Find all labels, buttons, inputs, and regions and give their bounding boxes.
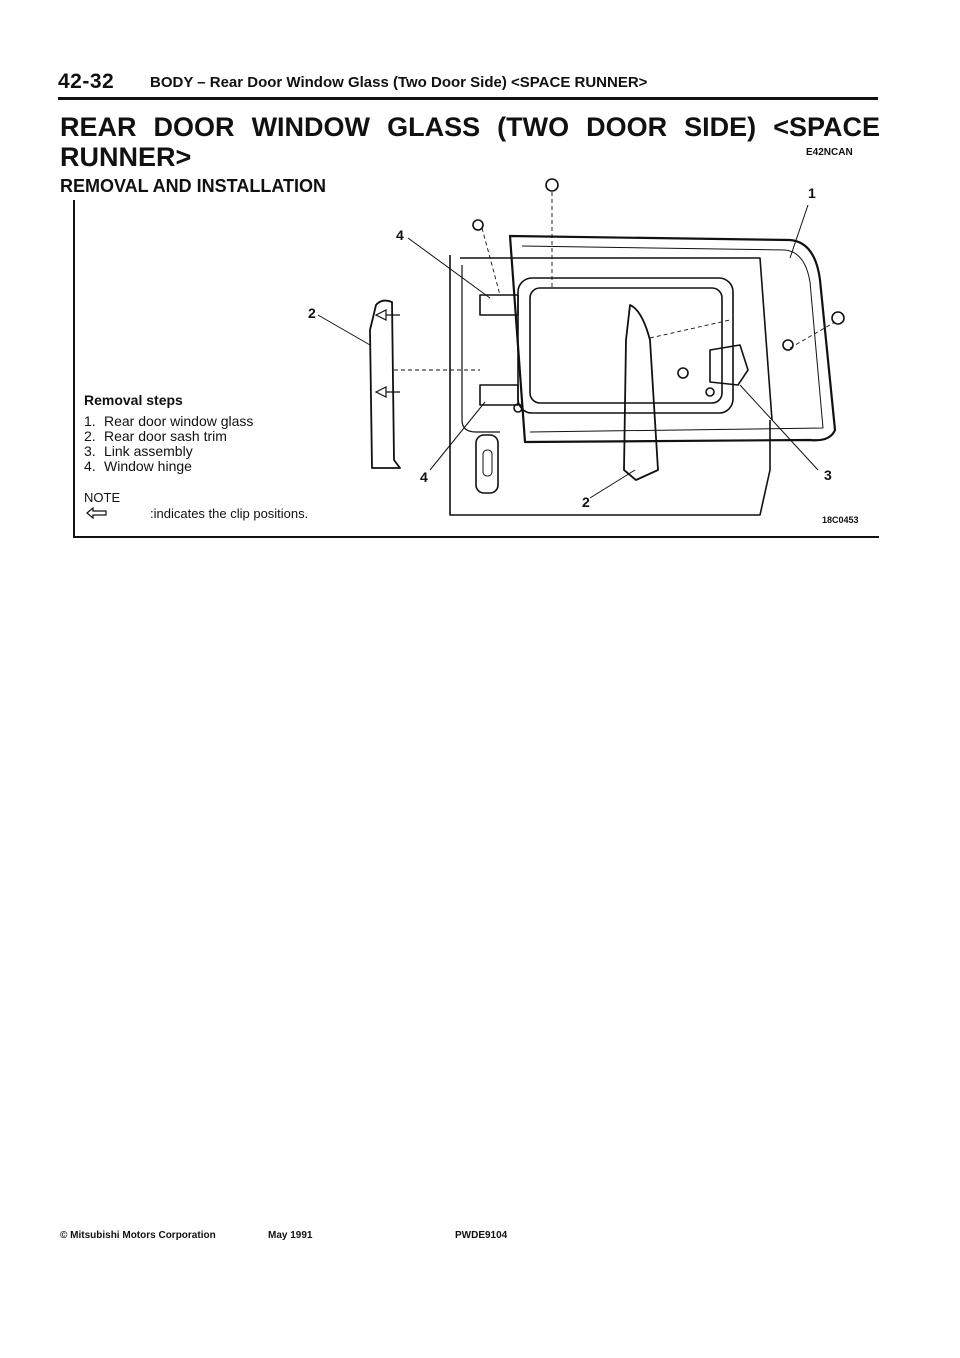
door-handle-recess [483, 450, 492, 476]
door-inner-outline [460, 258, 772, 420]
exploded-diagram [290, 170, 880, 535]
removal-steps-title: Removal steps [84, 392, 183, 408]
clip-arrow-icon [376, 310, 400, 320]
bolt-link-right [783, 340, 793, 350]
bolt-link-left [678, 368, 688, 378]
figure-code: 18C0453 [822, 515, 859, 525]
step-text: Window hinge [104, 458, 192, 474]
section-title: REMOVAL AND INSTALLATION [60, 176, 326, 196]
assembly-line-link [650, 320, 730, 338]
removal-steps-list [84, 414, 253, 474]
callout-2-right: 2 [582, 494, 590, 510]
link-assembly [710, 345, 748, 385]
step-number: 4. [84, 458, 96, 474]
window-hinge-lower [480, 385, 518, 405]
clip-arrow-icon [86, 507, 108, 519]
leader-2-left [318, 315, 370, 345]
section-code: E42NCAN [806, 147, 853, 158]
callout-4-lower: 4 [420, 469, 428, 485]
figure-frame-bottom [73, 536, 879, 538]
window-hinge-upper [480, 295, 518, 315]
note-text: :indicates the clip positions. [150, 506, 309, 521]
callout-2-left: 2 [308, 305, 316, 321]
leader-4-upper [408, 238, 490, 298]
assembly-line-hinge-bolt [482, 228, 500, 295]
callout-4-upper: 4 [396, 227, 404, 243]
header-rule [58, 97, 878, 100]
door-handle [476, 435, 498, 493]
page-title: REAR DOOR WINDOW GLASS (TWO DOOR SIDE) <SPACE RUNNER> [60, 112, 880, 172]
step-text: Rear door sash trim [104, 428, 227, 444]
list-item [84, 444, 253, 459]
list-item [84, 459, 253, 474]
sash-trim-left [370, 301, 400, 468]
step-number: 3. [84, 443, 96, 459]
assembly-line-stud [790, 322, 835, 348]
list-item [84, 429, 253, 444]
note-title: NOTE [84, 490, 121, 505]
running-title: BODY – Rear Door Window Glass (Two Door Side) <SPACE RUNNER> [150, 74, 648, 91]
hinge-nut-top [546, 179, 558, 191]
callout-1: 1 [808, 185, 816, 201]
hinge-bolt-top [473, 220, 483, 230]
bolt-link-lower [706, 388, 714, 396]
window-glass [510, 236, 835, 442]
step-number: 2. [84, 428, 96, 444]
sash-trim-right [624, 305, 658, 480]
callout-3: 3 [824, 467, 832, 483]
page-number: 42-32 [58, 70, 115, 93]
list-item [84, 414, 253, 429]
window-glass-edge [522, 246, 823, 432]
leader-1 [790, 205, 808, 258]
footer-copyright: © Mitsubishi Motors Corporation [60, 1230, 216, 1241]
clip-arrow-icon [376, 387, 400, 397]
leader-3 [740, 385, 818, 470]
step-number: 1. [84, 413, 96, 429]
leader-2-right [590, 470, 635, 498]
footer-code: PWDE9104 [455, 1230, 508, 1241]
step-text: Link assembly [104, 443, 193, 459]
step-text: Rear door window glass [104, 413, 254, 429]
figure-frame-left [73, 200, 75, 538]
footer-date: May 1991 [268, 1230, 313, 1241]
